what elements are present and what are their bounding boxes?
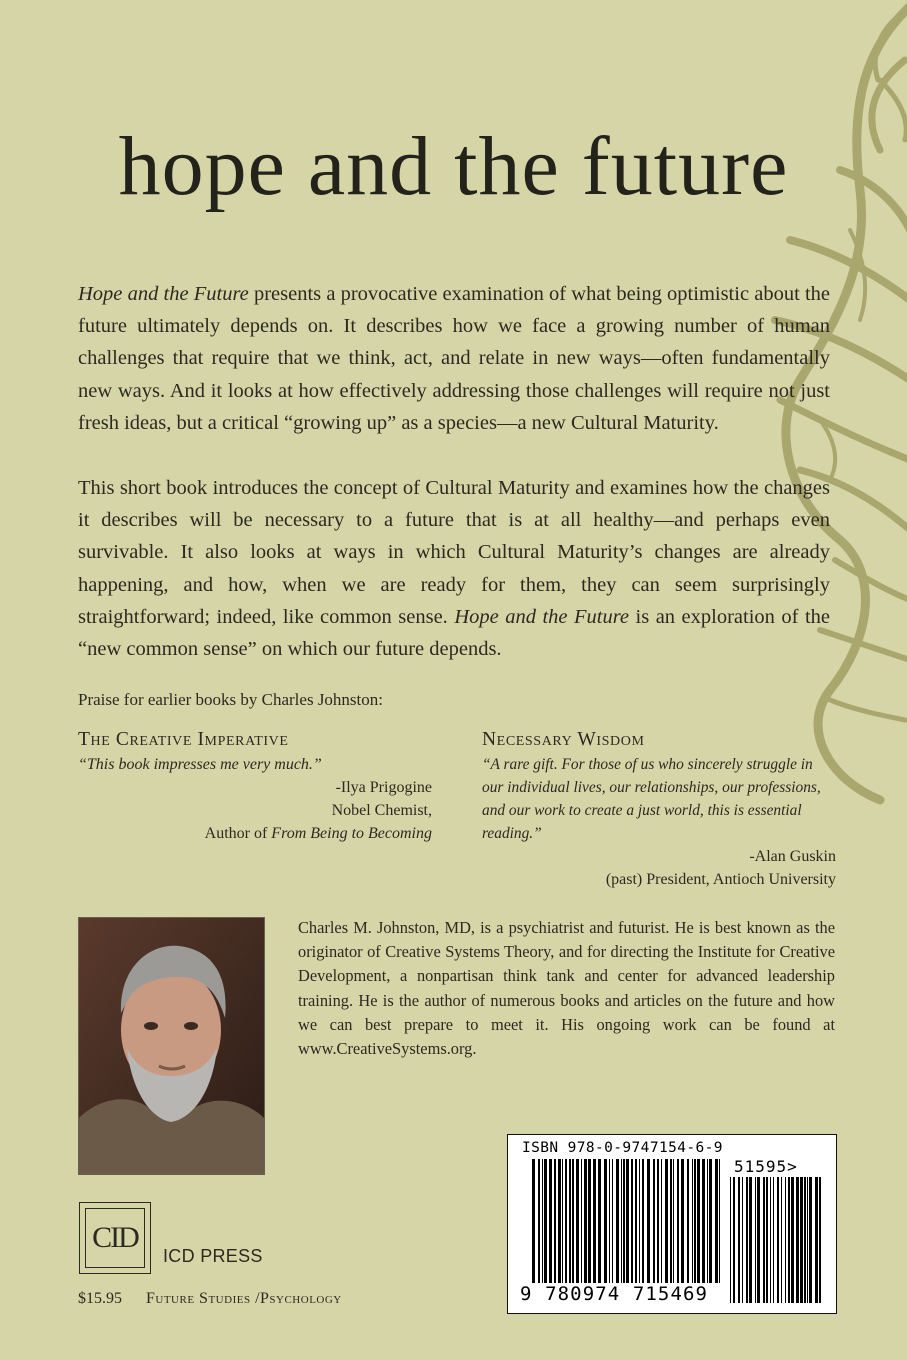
- barcode-bar: [781, 1177, 782, 1303]
- barcode-bar: [733, 1177, 735, 1303]
- barcode-bar: [581, 1159, 582, 1283]
- review-role: Nobel Chemist,: [331, 802, 432, 819]
- barcode-bar: [670, 1159, 672, 1283]
- publisher-name: ICD PRESS: [163, 1246, 263, 1266]
- barcode-bar: [562, 1159, 563, 1283]
- barcode-bar: [809, 1177, 812, 1303]
- review-author-line: [78, 822, 432, 845]
- book-title-italic: Hope and the Future: [454, 605, 630, 628]
- author-book: From Being to Becoming: [271, 825, 432, 842]
- barcode-bar: [661, 1159, 662, 1283]
- barcode-bar: [653, 1159, 655, 1283]
- barcode-bar: [593, 1159, 596, 1283]
- category: Future Studies /Psychology: [146, 1290, 342, 1307]
- blurb-text: This short book introduces the concept of Cultural Maturity and examines how the changes it describes will be necessary to a future that is at all healthy—and perhaps even survivable. It also looks at ways in which Cultural Maturity’s changes are already happening, and how, when we are ready for them, they can seem surprisingly straightforward; indeed, like common sense.: [78, 477, 830, 628]
- review-quote: “A rare gift. For those of us who sincerely struggle in our individual lives, our relationships, our professions, and our work to create a just world, this is essential reading.”: [482, 756, 821, 842]
- review-quote: “This book impresses me very much.”: [78, 756, 322, 773]
- barcode-addon-price: 51595>: [734, 1157, 798, 1176]
- barcode-bar: [819, 1177, 821, 1303]
- barcode-bar: [694, 1159, 696, 1283]
- price: $15.95: [78, 1290, 122, 1307]
- barcode-bar: [598, 1159, 601, 1283]
- barcode-bar: [766, 1177, 768, 1303]
- barcode-bar: [697, 1159, 700, 1283]
- barcode-bar: [623, 1159, 625, 1283]
- review-book-title: The Creative Imperative: [78, 729, 289, 750]
- barcode-bar: [538, 1159, 540, 1283]
- barcode-bar: [673, 1159, 674, 1283]
- blurb-paragraph-2: [78, 472, 830, 665]
- review-name: -Alan Guskin: [749, 848, 836, 865]
- barcode-bar: [635, 1159, 637, 1283]
- barcode-bar: [647, 1159, 650, 1283]
- review-book-title: Necessary Wisdom: [482, 729, 645, 750]
- barcode-bar: [572, 1159, 574, 1283]
- barcode-bar: [532, 1159, 535, 1283]
- barcode-bar: [749, 1177, 752, 1303]
- footer-line: [78, 1290, 342, 1308]
- barcode-bar: [569, 1159, 571, 1283]
- author-prefix: Author of: [204, 825, 272, 842]
- barcode-bar: [796, 1177, 799, 1303]
- barcode-bar: [746, 1177, 748, 1303]
- barcode-bar: [588, 1159, 591, 1283]
- barcode-bar: [815, 1177, 818, 1303]
- barcode-bar: [604, 1159, 607, 1283]
- blurb-text: is an exploration of the “new common sense” on which our future depends.: [78, 605, 830, 661]
- barcode-bar: [763, 1177, 765, 1303]
- barcode-bar: [742, 1177, 743, 1303]
- barcode-bar: [730, 1177, 731, 1303]
- review-creative-imperative: [78, 728, 432, 845]
- barcode-bar: [576, 1159, 579, 1283]
- praise-intro: Praise for earlier books by Charles Johnston:: [78, 690, 383, 709]
- author-portrait-icon: [79, 918, 264, 1174]
- barcode-bar: [677, 1159, 679, 1283]
- barcode-bar: [692, 1159, 693, 1283]
- barcode-bar: [755, 1177, 756, 1303]
- review-name: -Ilya Prigogine: [335, 779, 432, 796]
- barcode-bar: [642, 1159, 644, 1283]
- author-bio: Charles M. Johnston, MD, is a psychiatrist and futurist. He is best known as the originator of Creative Systems Theory, and for directing the Institute for Creative Development, a nonpartisan think tank and center for advanced leadership training. He is the author of numerous books and articles on the future and how we can best prepare to meet it. His ongoing work can be found at www.CreativeSystems.org.: [298, 918, 835, 1059]
- barcode-bar: [709, 1159, 712, 1283]
- barcode-bar: [665, 1159, 668, 1283]
- barcode-bar: [773, 1177, 774, 1303]
- publisher-logo: [79, 1202, 151, 1274]
- barcode-bar: [544, 1159, 547, 1283]
- barcode-bar: [719, 1159, 720, 1283]
- barcode-bar: [542, 1159, 543, 1283]
- review-necessary-wisdom: [482, 728, 836, 891]
- barcode-bar: [558, 1159, 561, 1283]
- barcode-bar: [639, 1159, 640, 1283]
- ean-number: 9 780974 715469: [520, 1283, 709, 1305]
- barcode-bar: [785, 1177, 786, 1303]
- barcode-bar: [702, 1159, 705, 1283]
- barcode-bar: [788, 1177, 790, 1303]
- barcode-bar: [804, 1177, 806, 1303]
- barcode-bar: [738, 1177, 740, 1303]
- review-role: (past) President, Antioch University: [605, 871, 836, 888]
- barcode-bar: [616, 1159, 619, 1283]
- barcode-bar: [626, 1159, 629, 1283]
- isbn-label: ISBN 978-0-9747154-6-9: [522, 1140, 723, 1156]
- barcode-bar: [609, 1159, 610, 1283]
- barcode-bar: [612, 1159, 613, 1283]
- barcode-bar: [807, 1177, 808, 1303]
- barcode-bar: [631, 1159, 633, 1283]
- blurb-paragraph-1: [78, 278, 830, 439]
- barcode-bar: [681, 1159, 684, 1283]
- barcode-bar: [554, 1159, 556, 1283]
- book-title: hope and the future: [118, 120, 789, 213]
- barcode-bar: [800, 1177, 803, 1303]
- barcode-bar: [565, 1159, 567, 1283]
- barcode-bar: [791, 1177, 794, 1303]
- author-photo: [78, 917, 265, 1175]
- barcode-bar: [715, 1159, 718, 1283]
- book-title-italic: Hope and the Future: [78, 283, 249, 305]
- barcode: [507, 1134, 837, 1314]
- barcode-bar: [549, 1159, 552, 1283]
- barcode-bar: [757, 1177, 760, 1303]
- barcode-bar: [584, 1159, 587, 1283]
- barcode-bar: [657, 1159, 659, 1283]
- logo-text: CID: [85, 1208, 145, 1268]
- barcode-bar: [770, 1177, 771, 1303]
- barcode-bar: [621, 1159, 622, 1283]
- barcode-bar: [777, 1177, 779, 1303]
- blurb-text: presents a provocative examination of what being optimistic about the future ultimately depends on. It describes how we face a growing number of human challenges that require that we think, act, and relate in new ways—often fundamentally new ways. And it looks at how effectively addressing those challenges will require not just fresh ideas, but a critical “growing up” as a species—a new Cultural Maturity.: [78, 283, 830, 434]
- barcode-bar: [687, 1159, 689, 1283]
- barcode-bar: [707, 1159, 708, 1283]
